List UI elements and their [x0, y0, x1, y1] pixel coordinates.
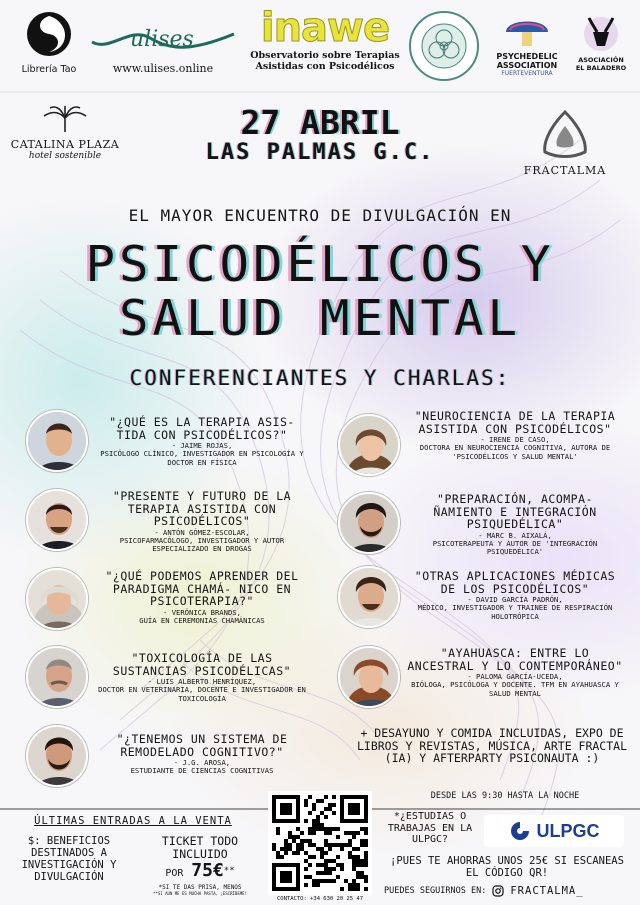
talk-title: "AYAHUASCA: ENTRE LO ANCESTRAL Y LO CONTEMPORÁNEO" [407, 646, 623, 673]
talk-left-2 [95, 490, 309, 553]
talk-speaker-bio: GUÍA EN CEREMONIAS CHAMÁNICAS [139, 615, 265, 625]
asociacion-cientifica-seal-icon [408, 10, 480, 82]
event-place: LAS PALMAS G.C. [205, 140, 435, 165]
talk-speaker: - PALOMA GARCÍA-UCEDA, [467, 672, 563, 681]
goat-head-icon [579, 12, 623, 52]
talk-speaker-bio: DOCTORA EN NEUROCIENCIA COGNITIVA, AUTORA DE 'PSICODÉLICOS Y SALUD MENTAL' [419, 443, 611, 461]
ulises-wordmark-icon [90, 22, 236, 56]
talk-title: "PREPARACIÓN, ACOMPA- ÑAMIENTO E INTEGRACIÓN PSIQUEDÉLICA" [433, 492, 597, 531]
talk-speaker-bio: PSICOTERAPEUTA Y AUTOR DE 'INTEGRACIÓN PSIQUEDÉLICA' [432, 538, 598, 557]
yin-yang-fish-icon [25, 10, 73, 58]
talk-speaker: - VERÓNICA BRANDS, [163, 607, 241, 617]
talk-speaker: - LUIS ALBERTO HENRÍQUEZ, [147, 677, 257, 686]
instagram-handle[interactable]: FRACTALMA_ [510, 885, 584, 897]
talk-title: "¿TENEMOS UN SISTEMA DE REMODELADO COGNITIVO?" [116, 732, 288, 759]
talk-left-5 [95, 733, 309, 776]
talk-speaker: - ANTÓN GÓMEZ-ESCOLAR, [154, 527, 250, 537]
inawe-name: inawe [260, 5, 390, 51]
ticket-price-box [140, 835, 260, 896]
ticket-qr-code[interactable] [268, 791, 372, 895]
event-extras: + DESAYUNO Y COMIDA INCLUIDAS, EXPO DE LIBROS Y REVISTAS, MÚSICA, ARTE FRACTAL (IA) Y AFTERPARTY PSICONAUTA :) [356, 726, 628, 765]
speaker-avatar-david-garcia-padron [338, 566, 400, 628]
fractal-triangle-icon [539, 108, 591, 160]
instagram-icon [492, 885, 504, 897]
talk-right-4 [404, 647, 626, 698]
benefits-note: $: BENEFICIOS DESTINADOS A INVESTIGACIÓN Y DIVULGACIÓN [21, 835, 117, 883]
ulpgc-logo [484, 815, 624, 847]
ticket-label: TICKET TODO INCLUIDO [161, 834, 239, 861]
event-date: 27 ABRIL [240, 103, 400, 142]
talk-speaker-bio: PSICÓLOGO CLÍNICO, INVESTIGADOR EN PSICOLOGÍA Y DOCTOR EN FÍSICA [100, 449, 304, 467]
talk-speaker-bio: BIÓLOGA, PSICÓLOGA Y DOCENTE. TFM EN AYAHUASCA Y SALUD MENTAL [411, 680, 619, 698]
last-tickets-notice: ÚLTIMAS ENTRADAS A LA VENTA [34, 815, 232, 827]
baladero-line-2: EL BALADERO [575, 64, 627, 72]
talk-speaker: - MARC B. AIXALÁ, [478, 530, 552, 540]
talk-left-3 [95, 570, 309, 625]
ulises-url: www.ulises.online [112, 62, 214, 75]
catalina-plaza-name: CATALINA PLAZA [10, 138, 120, 151]
talk-speaker-bio: PSICOFARMACÓLOGO, INVESTIGADOR Y AUTOR ESPECIALIZADO EN DROGAS [119, 535, 285, 554]
talk-title: "TOXICOLOGÍA DE LAS SUSTANCIAS PSICODÉLICAS" [112, 651, 292, 678]
libreria-tao-logo [14, 10, 84, 75]
talk-speaker: - JAIME ROJAS, [171, 441, 233, 450]
ulises-logo [88, 22, 238, 75]
svg-text:ulises: ulises [130, 27, 194, 52]
bottom-ticket-band [0, 807, 640, 905]
ticket-note-1: *SI TE DAS PRISA, MENOS [158, 884, 242, 891]
contact-phone: CONTACTO: +34 630 20 25 47 [276, 896, 364, 902]
baladero-line-1: ASOCIACIÓN [578, 56, 624, 64]
psychedelic-line-2: ASSOCIATION [496, 61, 558, 70]
speaker-avatar-marc-aixala [338, 492, 400, 554]
ticket-price-mark: ** [223, 866, 235, 876]
talk-title: "PRESENTE Y FUTURO DE LA TERAPIA ASISTIDA CON PSICODÉLICOS" [112, 489, 292, 528]
speaker-avatar-paloma-garcia-uceda [338, 646, 400, 708]
speaker-avatar-irene-de-caso [338, 414, 400, 476]
fractalma-name: FRACTALMA [523, 164, 607, 177]
speaker-avatar-veronica-brands [26, 568, 88, 630]
ticket-price-line [140, 861, 260, 884]
talk-title: "NEUROCIENCIA DE LA TERAPIA ASISTIDA CON PSICODÉLICOS" [414, 409, 616, 436]
talk-right-2 [404, 493, 626, 556]
ticket-price: 75€ [191, 860, 224, 881]
talk-right-3 [404, 570, 626, 621]
event-title-line-2: SALUD MENTAL [118, 290, 521, 347]
sponsor-logo-bar [0, 0, 640, 92]
ticket-por: POR [165, 868, 184, 879]
psychedelic-line-1: PSYCHEDELIC [496, 52, 558, 61]
inawe-subtitle-1: Observatorio sobre Terapias [250, 50, 400, 61]
ulpgc-question: *¿ESTUDIAS O TRABAJAS EN LA ULPGC? [387, 811, 473, 845]
event-schedule: DESDE LAS 9:30 HASTA LA NOCHE [430, 791, 580, 801]
speakers-section-heading: CONFERENCIANTES Y CHARLAS: [129, 366, 511, 390]
talk-left-1 [95, 416, 309, 467]
talk-left-4 [95, 652, 309, 703]
el-baladero-logo [568, 12, 634, 72]
libreria-tao-text: Librería Tao [21, 64, 77, 75]
psychedelic-association-logo [490, 12, 564, 77]
talk-speaker-bio: DOCTOR EN VETERINARIA, DOCENTE E INVESTIGADOR EN TOXICOLOGÍA [98, 685, 306, 703]
talk-speaker: - J.G. AROSA, [173, 758, 231, 767]
talk-speaker-bio: ESTUDIANTE DE CIENCIAS COGNITIVAS [130, 766, 274, 776]
social-follow [384, 885, 638, 897]
speaker-avatar-jaime-rojas [26, 410, 88, 472]
ulpgc-emblem-icon [509, 820, 531, 842]
talk-right-1 [404, 410, 626, 461]
mushroom-icon [502, 12, 552, 48]
talk-title: "¿QUÉ PODEMOS APRENDER DEL PARADIGMA CHAMÁ- NICO EN PSICOTERAPIA?" [105, 569, 299, 608]
catalina-plaza-tagline: hotel sostenible [28, 151, 102, 161]
talk-title: "OTRAS APLICACIONES MÉDICAS DE LOS PSICODÉLICOS" [414, 569, 616, 596]
speaker-avatar-luis-alberto-henriquez [26, 646, 88, 708]
talk-speaker-bio: MÉDICO, INVESTIGADOR Y TRAINEE DE RESPIRACIÓN HOLOTRÓPICA [417, 603, 613, 621]
psychedelic-line-3: FUERTEVENTURA [501, 70, 553, 77]
fractalma-logo [520, 108, 610, 177]
inawe-logo [250, 5, 400, 72]
follow-label: PUEDES SEGUIRNOS EN: [384, 886, 487, 896]
speaker-avatar-jg-arosa [26, 725, 88, 787]
event-title-line-1: PSICODÉLICOS Y [85, 236, 555, 293]
inawe-subtitle-2: Asistidas con Psicodélicos [255, 61, 395, 72]
catalina-plaza-logo [10, 104, 120, 161]
ulpgc-savings: ¡PUES TE AHORRAS UNOS 25€ SI ESCANEAS EL CÓDIGO QR! [390, 855, 624, 879]
talk-speaker: - DAVID GARCÍA PADRÓN, [467, 595, 563, 604]
talk-speaker: - IRENE DE CASO, [480, 435, 550, 444]
event-intro: EL MAYOR ENCUENTRO DE DIVULGACIÓN EN [128, 206, 512, 225]
palm-leaf-icon [40, 104, 90, 134]
ticket-note-2: **SI AUN ME ES MUCHA PASTA, ¡ESCRÍBEME! [153, 891, 247, 896]
ulpgc-name: ULPGC [536, 820, 600, 841]
talk-title: "¿QUÉ ES LA TERAPIA ASIS- TIDA CON PSICODÉLICOS?" [109, 415, 295, 442]
speaker-avatar-anton-gomez-escolar [26, 489, 88, 551]
